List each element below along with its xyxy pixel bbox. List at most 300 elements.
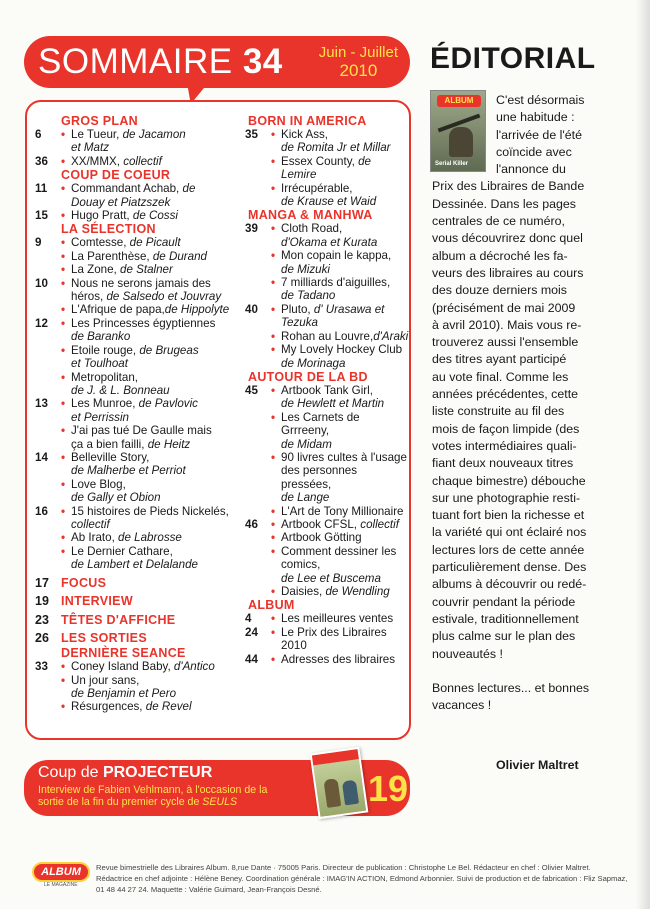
toc-feature-heading[interactable] (35, 594, 233, 609)
page-number: 19 (35, 594, 49, 609)
entry-title: Les Munroe, (71, 397, 139, 411)
bullet-icon: • (61, 343, 66, 357)
editorial-line: à avril 2010). Mais vous re- (432, 317, 582, 332)
bullet-icon (61, 438, 71, 451)
entry-author: collectif (123, 154, 162, 168)
entry-title: Les Carnets de Grrreeny, (281, 410, 360, 438)
page-number (245, 141, 271, 154)
bullet-icon (61, 518, 71, 531)
entry-title: Artbook Götting (281, 531, 362, 545)
entry-title: Le Dernier Cathare, (71, 544, 173, 558)
editorial-line: centrales de ce numéro, (432, 214, 565, 229)
toc-entry[interactable] (245, 343, 409, 356)
entry-author: de J. & L. Bonneau (71, 383, 170, 397)
entry-author: de (182, 182, 196, 196)
toc-feature-heading[interactable] (35, 576, 233, 591)
entry-author: d'Antico (173, 660, 215, 674)
editorial-line: estivale, traditionnellement (432, 611, 579, 626)
bullet-icon: • (271, 544, 276, 558)
bullet-icon: • (271, 343, 276, 357)
page-number (35, 371, 61, 384)
page-number (35, 411, 61, 424)
entry-title: Love Blog, (71, 477, 126, 491)
entry-author: de Benjamin et Pero (71, 686, 177, 700)
toc-entry[interactable] (35, 277, 233, 290)
toc-entry-continuation (35, 141, 233, 154)
bullet-icon: • (271, 128, 276, 141)
toc-entry[interactable] (35, 700, 233, 713)
entry-author: collectif (360, 517, 399, 531)
entry-title: héros, (71, 290, 107, 304)
toc-entry-continuation (35, 196, 233, 209)
entry-title: Belleville Story, (71, 450, 150, 464)
bullet-icon (61, 558, 71, 571)
toc-right-column (245, 114, 409, 666)
editorial-title: ÉDITORIAL (430, 42, 596, 75)
bullet-icon (61, 491, 71, 504)
toc-entry-continuation (245, 438, 409, 451)
entry-author: de Morinaga (281, 356, 346, 370)
page-number: 40 (245, 302, 258, 316)
toc-entry-continuation (245, 464, 409, 491)
page-number (35, 384, 61, 397)
editorial-line: une habitude : (496, 110, 575, 125)
toc-entry-continuation (245, 236, 409, 249)
page-number (35, 344, 61, 357)
toc-entry[interactable] (35, 545, 233, 558)
entry-title: Cloth Road, (281, 222, 343, 236)
editorial-line (432, 663, 608, 680)
toc-entry[interactable] (35, 371, 233, 384)
page-number (35, 330, 61, 343)
entry-title: Irrécupérable, (281, 181, 353, 195)
editorial-line: Prix des Libraires de Bande (432, 179, 585, 194)
toc-section-heading: AUTOUR DE LA BD (248, 369, 368, 384)
page-number: 26 (35, 631, 49, 646)
toc-entry[interactable] (35, 303, 233, 316)
entry-title: Etoile rouge, (71, 343, 140, 357)
page-number: 46 (245, 517, 258, 531)
page-number: 23 (35, 612, 49, 627)
editorial-line: des douze derniers mois (432, 283, 567, 298)
toc-entry-continuation (35, 384, 233, 397)
toc-entry-continuation (35, 438, 233, 451)
toc-entry[interactable] (245, 222, 409, 235)
page-number (35, 303, 61, 316)
page-number (35, 687, 61, 700)
bullet-icon: • (271, 410, 276, 424)
toc-entry[interactable] (245, 330, 409, 343)
toc-entry-continuation (35, 518, 233, 531)
entry-author: Douay et Piatzszek (71, 195, 171, 209)
entry-author: de Picault (129, 236, 181, 250)
toc-entry[interactable] (35, 531, 233, 544)
bullet-icon (61, 464, 71, 477)
toc-entry[interactable] (245, 505, 409, 518)
page-number: 14 (35, 450, 48, 464)
page-number: 36 (35, 154, 48, 168)
toc-entry[interactable] (245, 411, 409, 438)
entry-title: Kick Ass, (281, 128, 329, 141)
entry-author: de Mizuki (281, 262, 330, 276)
page-number (245, 451, 271, 464)
bullet-icon: • (61, 370, 66, 384)
page-edge-shadow (636, 0, 650, 909)
entry-title: Comment dessiner les comics, (281, 544, 397, 572)
editorial-line: l'arrivée de l'été (496, 127, 583, 142)
sommaire-header (24, 36, 410, 88)
toc-entry[interactable] (245, 653, 409, 666)
bullet-icon: • (61, 182, 66, 196)
editorial-line: trouverez aussi l'ensemble (432, 335, 579, 350)
toc-entry[interactable] (35, 674, 233, 687)
entry-author: de Romita Jr et Millar (281, 141, 391, 155)
entry-title: L'Art de Tony Millionaire (281, 504, 404, 518)
bullet-icon: • (61, 276, 66, 290)
bullet-icon (271, 263, 281, 276)
toc-entry[interactable] (35, 344, 233, 357)
toc-feature-heading[interactable] (35, 646, 233, 661)
toc-entry[interactable] (35, 660, 233, 673)
page-number: 35 (245, 128, 258, 141)
entry-author: de Hewlett et Martin (281, 397, 385, 411)
bullet-icon: • (61, 544, 66, 558)
toc-entry-continuation (35, 290, 233, 303)
toc-entry[interactable] (245, 531, 409, 544)
projecteur-subtitle: Interview de Fabien Vehlmann, à l'occasion de la sortie de la fin du premier cycle de SEULS (38, 784, 268, 809)
page-number: 6 (35, 128, 42, 141)
bullet-icon: • (271, 585, 276, 598)
page-number (245, 182, 271, 195)
page-number (245, 236, 271, 249)
bullet-icon: • (271, 276, 276, 290)
bullet-icon: • (61, 397, 66, 411)
editorial-line: album a décroché les fa- (432, 248, 568, 263)
toc-entry-continuation (245, 357, 409, 370)
bullet-icon (61, 384, 71, 397)
bullet-icon (271, 195, 281, 208)
toc-section-heading: LA SÉLECTION (61, 222, 156, 237)
bullet-icon: • (61, 531, 66, 545)
bullet-icon (61, 196, 71, 209)
bullet-icon (271, 572, 281, 585)
entry-title: ça a bien failli, (71, 437, 148, 451)
entry-author: de Heitz (147, 437, 191, 451)
entry-author: de Wendling (325, 585, 390, 598)
entry-author: de Malherbe et Perriot (71, 464, 186, 478)
editorial-line: vacances ! (432, 698, 492, 713)
toc-entry-continuation (35, 330, 233, 343)
bullet-icon: • (61, 673, 66, 687)
page-number (245, 438, 271, 451)
entry-title: XX/MMX, (71, 154, 124, 168)
bullet-icon (271, 464, 281, 491)
entry-title: Hugo Pratt, (71, 209, 133, 223)
page-number (245, 572, 271, 585)
entry-author: de Brugeas (139, 343, 199, 357)
editorial-line: vous découvrirez donc quel (432, 231, 583, 246)
entry-author: de Lemire (281, 154, 372, 182)
toc-entry[interactable] (35, 182, 233, 195)
entry-title: 90 livres cultes à l'usage (281, 450, 407, 464)
album-logo: ALBUM (32, 862, 90, 882)
page-number (35, 250, 61, 263)
entry-author: de Durand (152, 249, 208, 263)
bullet-icon: • (271, 612, 276, 626)
editorial-line: Bonnes lectures... et bonnes (432, 681, 590, 696)
toc-entry-continuation (245, 263, 409, 276)
toc-entry[interactable] (245, 612, 409, 625)
editorial-line: années précédentes, cette (432, 387, 579, 402)
editorial-line: coïncide avec (496, 144, 572, 159)
bullet-icon: • (61, 249, 66, 263)
entry-title: Pluto, (281, 302, 314, 316)
bullet-icon: • (271, 652, 276, 666)
page-number (35, 424, 61, 437)
page-number (35, 646, 61, 661)
page-number (35, 357, 61, 370)
bullet-icon: • (271, 383, 276, 397)
toc-entry[interactable] (35, 424, 233, 437)
page-number (35, 531, 61, 544)
page-number: 17 (35, 575, 49, 590)
entry-author: de Cossi (132, 209, 178, 223)
toc-entry[interactable] (35, 317, 233, 330)
page-number (245, 505, 271, 518)
editorial-line: mois de façon limpide (des (432, 421, 580, 436)
toc-entry[interactable] (35, 236, 233, 249)
bullet-icon: • (61, 504, 66, 518)
toc-entry-continuation (35, 491, 233, 504)
toc-entry[interactable] (245, 626, 409, 653)
entry-author: de Salsedo et Jouvray (106, 290, 222, 304)
editorial-line: chaque bimestre) débouche (432, 473, 586, 488)
bullet-icon (271, 491, 281, 504)
entry-title: des personnes pressées, (281, 464, 358, 491)
entry-author: et Matz (71, 141, 110, 155)
toc-entry[interactable] (245, 182, 409, 195)
toc-entry-continuation (245, 195, 409, 208)
entry-title: La Zone, (71, 263, 120, 277)
page-number: 10 (35, 276, 48, 290)
toc-feature-heading[interactable] (35, 613, 233, 628)
entry-author: de Lange (281, 491, 330, 505)
entry-title: Nous ne serons jamais des (71, 276, 211, 290)
page-number: 9 (35, 236, 42, 250)
page-number: 12 (35, 316, 48, 330)
bullet-icon (271, 236, 281, 249)
bullet-icon: • (61, 303, 66, 317)
entry-author: de Jacamon (122, 128, 186, 141)
entry-title: J'ai pas tué De Gaulle mais (71, 424, 212, 438)
editorial-signature: Olivier Maltret (496, 758, 579, 772)
entry-author: et Perrissin (71, 410, 129, 424)
toc-entry[interactable] (35, 250, 233, 263)
album-cover-image: ALBUM Serial Killer (430, 90, 486, 172)
bullet-icon: • (61, 236, 66, 250)
bullet-icon (271, 397, 281, 410)
editorial-line: (précisément de mai 2009 (432, 300, 576, 315)
bullet-icon (61, 290, 71, 303)
page-number (245, 397, 271, 410)
page-number: 15 (35, 209, 48, 223)
issue-date: Juin - Juillet 2010 (318, 44, 398, 80)
entry-title: L'Afrique de papa, (71, 303, 165, 317)
entry-title: 15 histoires de Pieds Nickelés, (71, 504, 229, 518)
entry-author: d'Okama et Kurata (281, 235, 378, 249)
toc-feature-heading[interactable] (35, 631, 233, 646)
page-number: 24 (245, 625, 258, 639)
album-logo-subtitle: LE MAGAZINE (44, 882, 78, 888)
feature-title: DERNIÈRE SEANCE (61, 645, 186, 660)
projecteur-page-number: 19 (368, 768, 409, 809)
bullet-icon: • (61, 263, 66, 277)
entry-title: Coney Island Baby, (71, 660, 174, 674)
entry-author: de Lambert et Delalande (71, 558, 198, 572)
entry-title: La Parenthèse, (71, 249, 153, 263)
editorial-line: tuant fort bien la richesse et (432, 508, 585, 523)
page-number (35, 518, 61, 531)
toc-entry[interactable] (35, 155, 233, 168)
editorial-line: l'annonce du (496, 162, 566, 177)
page-number (245, 411, 271, 438)
page-number (245, 531, 271, 544)
toc-entry[interactable] (245, 303, 409, 330)
page-number: 45 (245, 383, 258, 397)
toc-entry-continuation (245, 491, 409, 504)
entry-title: Un jour sans, (71, 673, 140, 687)
toc-entry-continuation (245, 397, 409, 410)
toc-entry[interactable] (245, 384, 409, 397)
toc-entry[interactable] (35, 451, 233, 464)
entry-title: Comtesse, (71, 236, 130, 250)
editorial-line: fiant deux nouveaux titres (432, 456, 574, 471)
editorial-line: des titres ayant participé (432, 352, 567, 367)
bullet-icon: • (271, 249, 276, 263)
entry-author: de Pavlovic (138, 397, 198, 411)
page-number (35, 290, 61, 303)
entry-title: Metropolitan, (71, 370, 139, 384)
bullet-icon (61, 687, 71, 700)
toc-entry[interactable] (35, 478, 233, 491)
toc-section-heading: COUP DE COEUR (61, 168, 171, 183)
page-number (35, 545, 61, 558)
page-number (35, 464, 61, 477)
page-number: 13 (35, 397, 48, 411)
page-number: 4 (245, 612, 252, 626)
page-number: 44 (245, 652, 258, 666)
bullet-icon: • (61, 660, 66, 674)
toc-entry[interactable] (35, 209, 233, 222)
toc-entry[interactable] (245, 545, 409, 572)
entry-title: Le Tueur, (71, 128, 123, 141)
sommaire-title: SOMMAIRE 34 (38, 42, 283, 81)
toc-entry[interactable] (35, 505, 233, 518)
editorial-line: votes intermédiaires quali- (432, 438, 577, 453)
entry-author: de Krause et Waid (281, 195, 377, 209)
page-number: 11 (35, 182, 48, 196)
toc-section-heading: BORN IN AMERICA (248, 114, 367, 128)
toc-entry[interactable] (35, 397, 233, 410)
editorial-line: albums à découvrir ou redé- (432, 577, 587, 592)
toc-entry-continuation (35, 357, 233, 370)
page-number: 39 (245, 222, 258, 236)
toc-entry-continuation (35, 687, 233, 700)
bullet-icon: • (271, 181, 276, 195)
bullet-icon: • (61, 424, 66, 438)
bullet-icon (61, 411, 71, 424)
bullet-icon (271, 357, 281, 370)
page-number (35, 141, 61, 154)
bullet-icon: • (61, 477, 66, 491)
bullet-icon: • (61, 700, 66, 714)
toc-entry[interactable] (35, 128, 233, 141)
editorial-line: la variété qui ont éclairé nos (432, 525, 587, 540)
bullet-icon: • (271, 531, 276, 545)
feature-title: TÊTES D'AFFICHE (61, 612, 176, 627)
toc-section-heading: GROS PLAN (61, 114, 139, 128)
page-number (35, 478, 61, 491)
table-of-contents (25, 100, 411, 740)
editorial-line: sur une photographie resti- (432, 490, 581, 505)
toc-entry[interactable] (245, 451, 409, 464)
entry-title: Résurgences, (71, 700, 146, 714)
toc-entry[interactable] (245, 518, 409, 531)
page-number (245, 491, 271, 504)
bullet-icon: • (271, 302, 276, 316)
bullet-icon: • (61, 209, 66, 223)
page-number (245, 249, 271, 262)
entry-author: de Gally et Obion (71, 491, 161, 505)
entry-title: Mon copain le kappa, (281, 249, 392, 263)
toc-entry-continuation (245, 141, 409, 154)
bullet-icon: • (271, 222, 276, 236)
entry-author: et Toulhoat (71, 357, 128, 371)
toc-entry[interactable] (35, 263, 233, 276)
page-number: 33 (35, 660, 48, 674)
page-number (35, 263, 61, 276)
toc-entry[interactable] (245, 585, 409, 598)
editorial-line: veurs des libraires au cours (432, 265, 584, 280)
bullet-icon (61, 357, 71, 370)
entry-title: Adresses des libraires (281, 652, 396, 666)
toc-entry-continuation (35, 411, 233, 424)
entry-title: Ab Irato, (71, 531, 119, 545)
entry-author: d'Araki (373, 329, 409, 343)
bullet-icon: • (61, 154, 66, 168)
toc-section-heading: ALBUM (248, 598, 295, 613)
page-number: 16 (35, 504, 48, 518)
toc-entry-continuation (245, 289, 409, 302)
toc-entry[interactable] (245, 128, 409, 141)
page-number (35, 438, 61, 451)
page-number (245, 545, 271, 572)
toc-entry[interactable] (245, 249, 409, 262)
entry-title: Le Prix des Libraires 2010 (281, 625, 387, 653)
page-number (245, 195, 271, 208)
page-number (35, 558, 61, 571)
projecteur-title: Coup de PROJECTEUR (38, 764, 213, 781)
toc-entry[interactable] (245, 276, 409, 289)
bullet-icon: • (271, 517, 276, 531)
coup-de-projecteur-banner[interactable] (24, 760, 410, 816)
editorial-line: C'est désormais (496, 93, 585, 107)
entry-author: de Baranko (71, 330, 131, 344)
toc-entry[interactable] (245, 155, 409, 182)
entry-title: Les Princesses égyptiennes (71, 316, 216, 330)
editorial-body (432, 92, 608, 715)
toc-left-column (35, 114, 233, 714)
